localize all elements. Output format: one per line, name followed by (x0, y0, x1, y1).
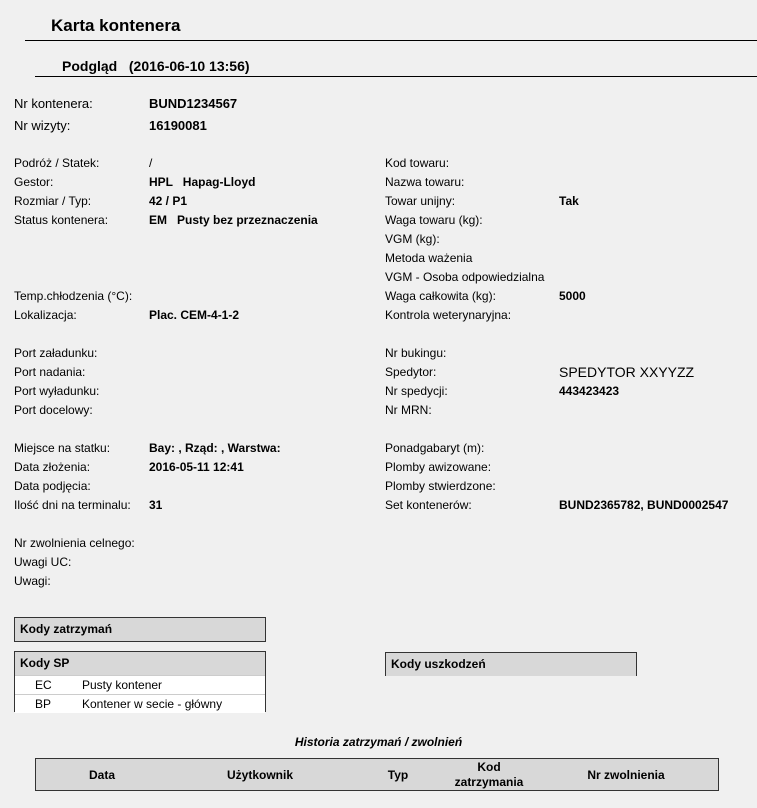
col-kod-header-line1: Kod (477, 760, 501, 774)
lokalizacja-label: Lokalizacja: (14, 308, 77, 322)
ilosc-dni-value: 31 (149, 498, 163, 512)
historia-title: Historia zatrzymań / zwolnień (294, 735, 463, 749)
status-value: EM Pusty bez przeznaczenia (149, 213, 318, 227)
kody-sp-desc: Pusty kontener (82, 678, 163, 692)
towar-unijny-value: Tak (559, 194, 579, 208)
vgm-osoba-label: VGM - Osoba odpowiedzialna (385, 270, 545, 284)
data-zlozenia-value: 2016-05-11 12:41 (149, 460, 244, 474)
title-divider (25, 40, 757, 41)
col-data-header: Data (88, 768, 115, 782)
nr-mrn-label: Nr MRN: (385, 403, 432, 417)
rozmiar-value: 42 / P1 (149, 194, 188, 208)
gestor-value: HPL Hapag-Lloyd (149, 175, 256, 189)
uwagi-label: Uwagi: (14, 574, 51, 588)
uwagi-uc-label: Uwagi UC: (14, 555, 72, 569)
towar-unijny-label: Towar unijny: (385, 194, 456, 208)
kody-sp-row (15, 694, 265, 713)
vgm-label: VGM (kg): (385, 232, 440, 246)
data-podjecia-label: Data podjęcia: (14, 479, 91, 493)
rozmiar-label: Rozmiar / Typ: (14, 194, 92, 208)
waga-towaru-label: Waga towaru (kg): (385, 213, 483, 227)
gestor-label: Gestor: (14, 175, 54, 189)
miejsce-label: Miejsce na statku: (14, 441, 111, 455)
plomby-stwierdzone-label: Plomby stwierdzone: (385, 479, 496, 493)
plomby-awizowane-label: Plomby awizowane: (385, 460, 492, 474)
kody-zatrzyman-header: Kody zatrzymań (15, 618, 265, 641)
lokalizacja-value: Plac. CEM-4-1-2 (149, 308, 240, 322)
port-wyladunku-label: Port wyładunku: (14, 384, 100, 398)
kody-zatrzyman-box (14, 617, 266, 642)
kody-sp-code: BP (35, 697, 52, 711)
set-kontenerow-label: Set kontenerów: (385, 498, 472, 512)
col-kod-header-line2: zatrzymania (454, 775, 524, 789)
col-nr-zwolnienia-header: Nr zwolnienia (587, 768, 665, 782)
metoda-label: Metoda ważenia (385, 251, 473, 265)
data-zlozenia-label: Data złożenia: (14, 460, 91, 474)
podroz-value: / (149, 156, 153, 170)
kod-towaru-label: Kod towaru: (385, 156, 450, 170)
nr-kontenera-value: BUND1234567 (149, 96, 238, 111)
ilosc-dni-label: Ilość dni na terminalu: (14, 498, 131, 512)
ponadgabaryt-label: Ponadgabaryt (m): (385, 441, 485, 455)
nr-wizyty-value: 16190081 (149, 118, 207, 133)
nr-spedycji-label: Nr spedycji: (385, 384, 448, 398)
spedytor-label: Spedytor: (385, 365, 437, 379)
set-kontenerow-value: BUND2365782, BUND0002547 (559, 498, 729, 512)
podroz-label: Podróż / Statek: (14, 156, 100, 170)
kody-sp-box (14, 651, 266, 712)
waga-calkowita-label: Waga całkowita (kg): (385, 289, 496, 303)
nr-wizyty-label: Nr wizyty: (14, 118, 71, 133)
kody-sp-row (15, 675, 265, 694)
nr-kontenera-label: Nr kontenera: (14, 96, 93, 111)
port-nadania-label: Port nadania: (14, 365, 86, 379)
kontrola-label: Kontrola weterynaryjna: (385, 308, 512, 322)
spedytor-value: SPEDYTOR XXYYZZ (559, 364, 695, 380)
nazwa-towaru-label: Nazwa towaru: (385, 175, 465, 189)
nr-bukingu-label: Nr bukingu: (385, 346, 447, 360)
nr-zwolnienia-label: Nr zwolnienia celnego: (14, 536, 135, 550)
col-typ-header: Typ (387, 768, 409, 782)
kody-sp-desc: Kontener w secie - główny (82, 697, 223, 711)
waga-calkowita-value: 5000 (559, 289, 586, 303)
kody-sp-code: EC (35, 678, 52, 692)
kody-uszkodzen-box (385, 652, 637, 676)
status-label: Status kontenera: (14, 213, 109, 227)
preview-subtitle: Podgląd (2016-06-10 13:56) (62, 58, 250, 74)
nr-spedycji-value: 443423423 (559, 384, 620, 398)
col-uzytkownik-header: Użytkownik (226, 768, 293, 782)
port-zaladunku-label: Port załadunku: (14, 346, 98, 360)
miejsce-value: Bay: , Rząd: , Warstwa: (149, 441, 281, 455)
kody-uszkodzen-header: Kody uszkodzeń (386, 653, 636, 676)
page-title: Karta kontenera (51, 16, 181, 35)
kody-sp-header: Kody SP (15, 652, 265, 675)
historia-table-header (35, 758, 719, 791)
subtitle-divider (35, 76, 757, 77)
port-docelowy-label: Port docelowy: (14, 403, 93, 417)
temp-label: Temp.chłodzenia (°C): (14, 289, 133, 303)
